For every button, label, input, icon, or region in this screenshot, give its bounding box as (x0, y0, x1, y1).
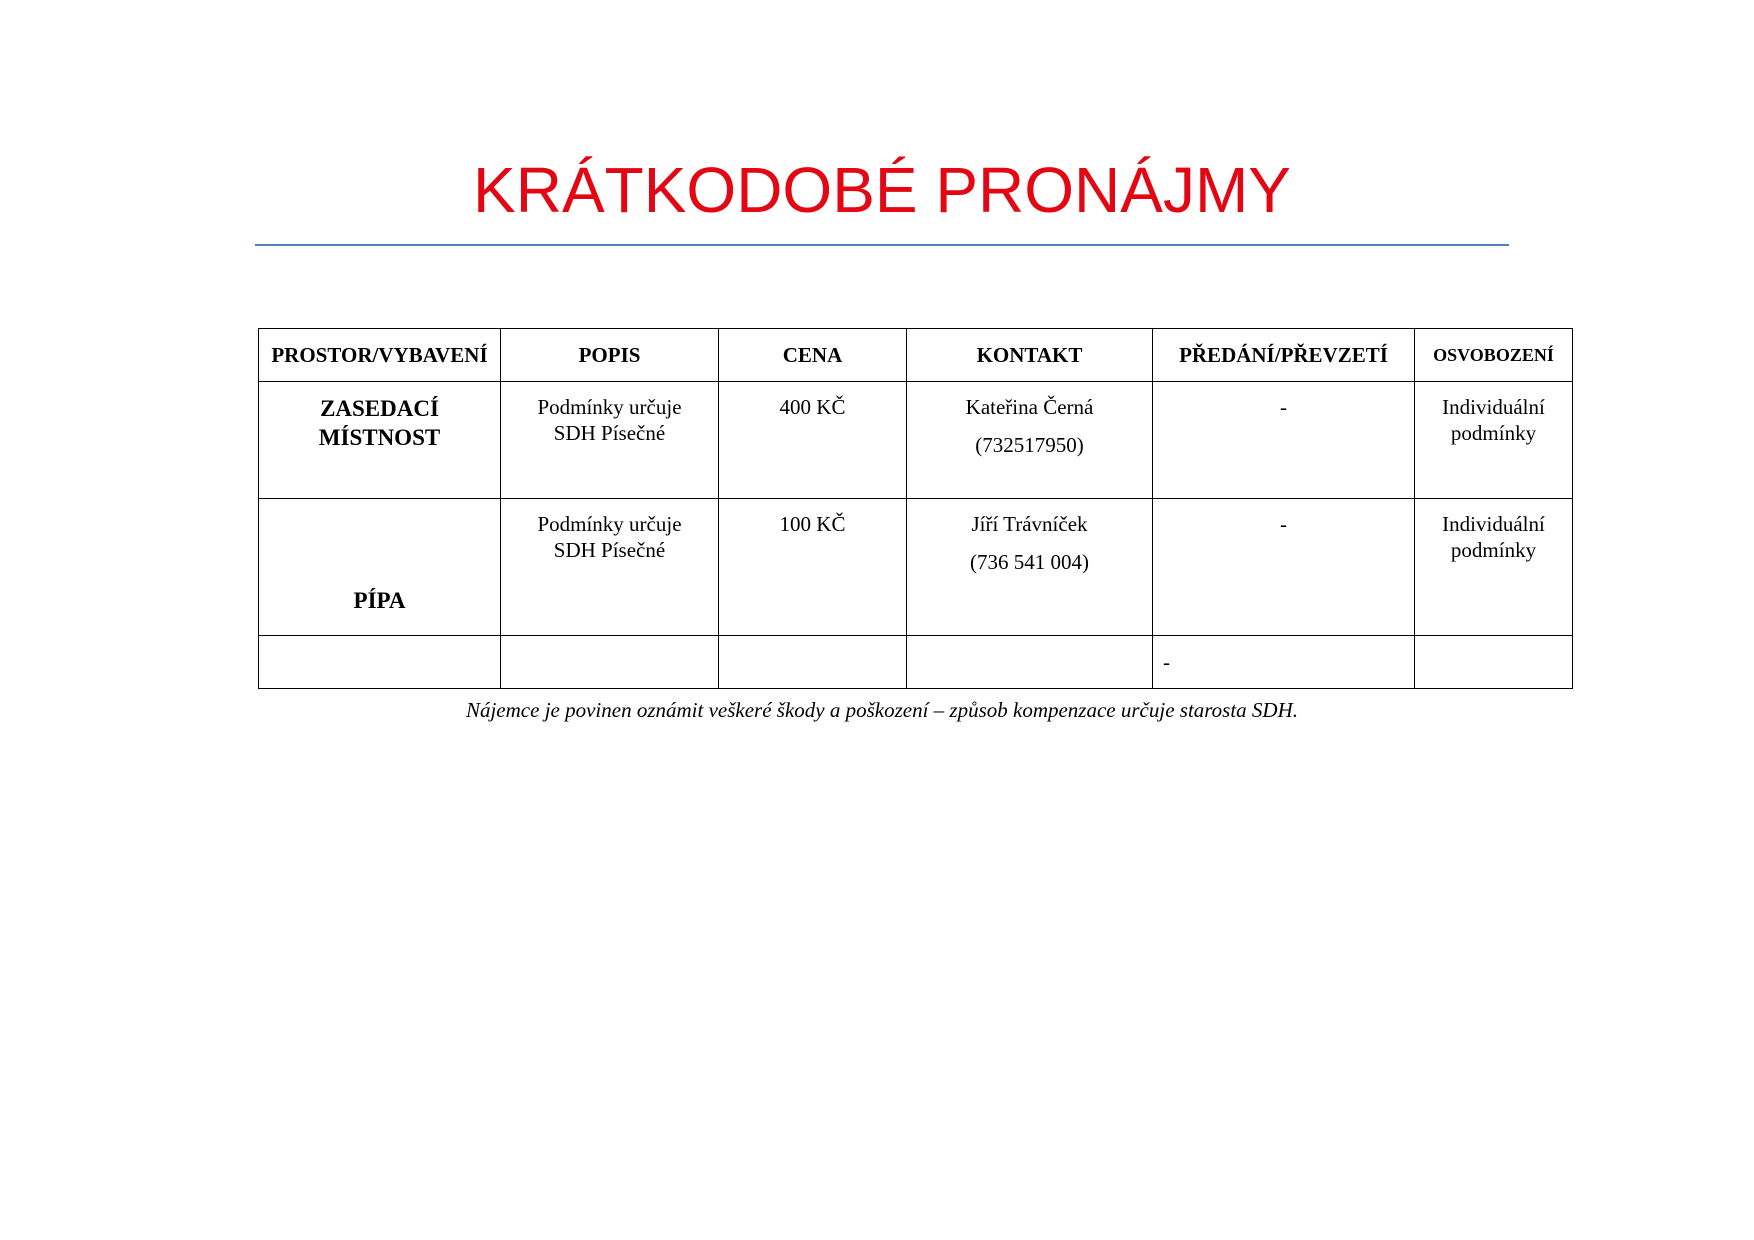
rental-table (258, 328, 1573, 689)
header-osvobozeni: OSVOBOZENÍ (1415, 329, 1573, 382)
contact-phone: (732517950) (975, 433, 1084, 457)
header-popis: POPIS (501, 329, 719, 382)
page-title: KRÁTKODOBÉ PRONÁJMY (473, 154, 1291, 226)
osvobozeni-line: Individuální (1442, 512, 1545, 536)
popis-line: Podmínky určuje (537, 395, 682, 419)
cell-predani: - (1153, 382, 1415, 499)
cell-cena: 400 KČ (719, 382, 907, 499)
cell-item: PÍPA (259, 499, 501, 636)
header-predani: PŘEDÁNÍ/PŘEVZETÍ (1153, 329, 1415, 382)
cell-cena: 100 KČ (719, 499, 907, 636)
header-kontakt: KONTAKT (907, 329, 1153, 382)
cell-popis (501, 499, 719, 636)
cell-cena (719, 636, 907, 689)
footnote: Nájemce je povinen oznámit veškeré škody a poškození – způsob kompenzace určuje starosta SDH. (465, 698, 1299, 722)
cell-osvobozeni (1415, 499, 1573, 636)
contact-name: Jíří Trávníček (971, 512, 1088, 536)
cell-popis (501, 382, 719, 499)
header-prostor: PROSTOR/VYBAVENÍ (259, 329, 501, 382)
cell-osvobozeni (1415, 636, 1573, 689)
cell-item (259, 382, 501, 499)
contact-name: Kateřina Černá (965, 395, 1094, 419)
item-line: ZASEDACÍ (320, 396, 439, 421)
table-row (259, 636, 1573, 689)
osvobozeni-line: podmínky (1450, 538, 1537, 562)
osvobozeni-line: Individuální (1442, 395, 1545, 419)
title-underline (255, 244, 1509, 246)
cell-popis (501, 636, 719, 689)
table-header-row (259, 329, 1573, 382)
contact-phone: (736 541 004) (970, 550, 1089, 574)
cell-kontakt (907, 636, 1153, 689)
cell-kontakt (907, 382, 1153, 499)
popis-line: SDH Písečné (553, 538, 666, 562)
cell-predani: - (1153, 636, 1415, 689)
cell-item (259, 636, 501, 689)
popis-line: SDH Písečné (553, 421, 666, 445)
table-row (259, 499, 1573, 636)
cell-predani: - (1153, 499, 1415, 636)
header-cena: CENA (719, 329, 907, 382)
popis-line: Podmínky určuje (537, 512, 682, 536)
cell-osvobozeni (1415, 382, 1573, 499)
cell-kontakt (907, 499, 1153, 636)
item-line: MÍSTNOST (318, 425, 441, 450)
table-row (259, 382, 1573, 499)
osvobozeni-line: podmínky (1450, 421, 1537, 445)
